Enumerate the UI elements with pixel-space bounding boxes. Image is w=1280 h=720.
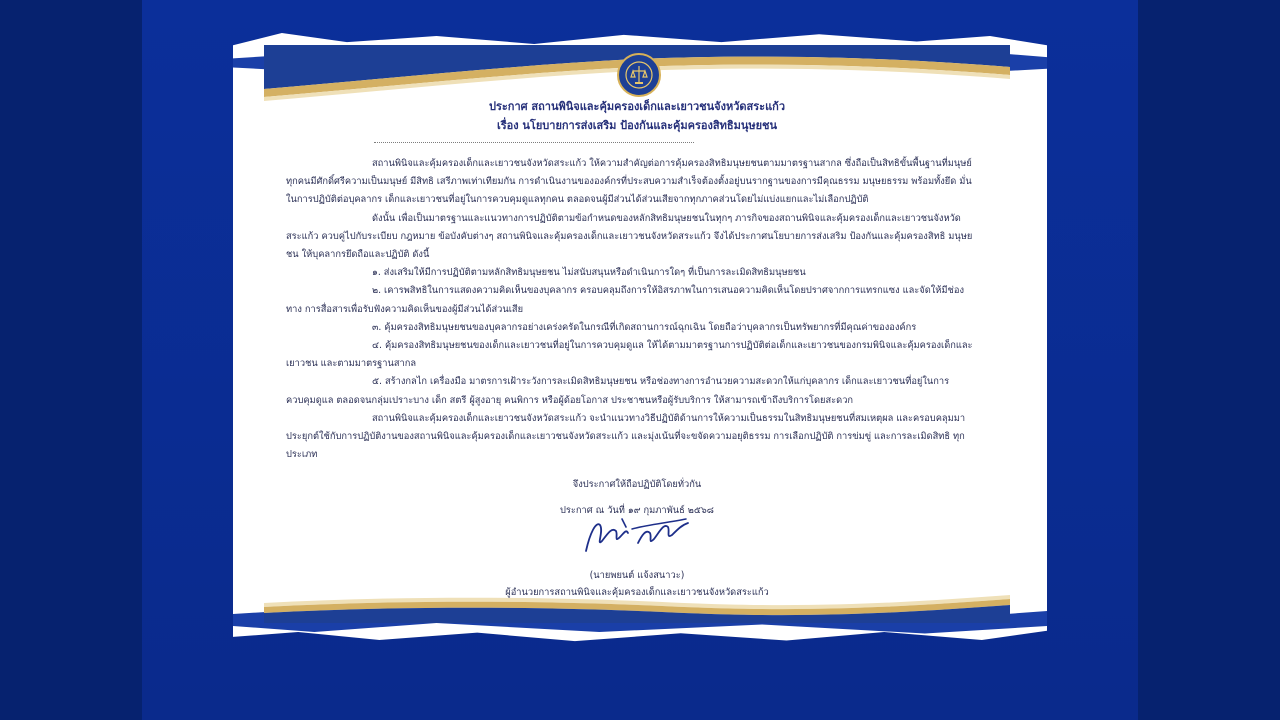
paragraph-commitment: สถานพินิจและคุ้มครองเด็กและเยาวชนจังหวัดสระแก้ว จะนำแนวทางวิธีปฏิบัติด้านการให้ความเป็นธรรมในสิทธิมนุษยชนที่สมเหตุผล และครอบคลุมมา ประยุกต์ใช้กับการปฏิบัติงานของสถานพินิจและคุ้มครองเด็กและเยาวชนจังหวัดสระแก้ว และมุ่งเน้นที่จะขจัดความอยุติธรรม การเลือกปฏิบัติ การข่มขู่ และการละเมิดสิทธิ ทุกประเภท — [286, 412, 966, 461]
gold-wave-bottom-decoration — [264, 589, 1010, 623]
policy-item-5: ๕. สร้างกลไก เครื่องมือ มาตรการเฝ้าระวังการละเมิดสิทธิมนุษยชน หรือช่องทางการอำนวยความสะดวกให้แก่บุคลากร เด็กและเยาวชนที่อยู่ในการ ควบคุมดูแล ตลอดจนกลุ่มเปราะบาง เด็ก สตรี ผู้สูงอายุ คนพิการ หรือผู้ด้อยโอกาส ประชาชนหรือผู้รับบริการ ให้สามารถเข้าถึงบริการโดยสะดวก — [286, 376, 950, 406]
signer-title: ผู้อำนวยการสถานพินิจและคุ้มครองเด็กและเยาวชนจังหวัดสระแก้ว — [505, 587, 769, 598]
announcement-header — [264, 97, 1010, 135]
header-subject: เรื่อง นโยบายการส่งเสริม ป้องกันและคุ้มครองสิทธิมนุษยชน — [496, 119, 778, 132]
agency-seal-icon — [617, 53, 661, 97]
announcement-body — [286, 155, 976, 464]
policy-item-4: ๔. คุ้มครองสิทธิมนุษยชนของเด็กและเยาวชนที่อยู่ในการควบคุมดูแล ให้ได้ตามมาตรฐานการปฏิบัติต่อเด็กและเยาวชนของกรมพินิจและคุ้มครองเด็กและ เยาวชน และตามมาตรฐานสากล — [286, 340, 973, 370]
closing-announce: จึงประกาศให้ถือปฏิบัติโดยทั่วกัน — [572, 479, 702, 490]
handwritten-signature — [582, 513, 692, 557]
announcement-date: ประกาศ ณ วันที่ ๑๙ กุมภาพันธ์ ๒๕๖๘ — [560, 505, 714, 516]
right-frame-panel — [1138, 0, 1280, 720]
signer-name: (นายพยนต์ แจ้งสนาวะ) — [589, 570, 685, 581]
announcement-document — [264, 45, 1010, 623]
policy-item-1: ๑. ส่งเสริมให้มีการปฏิบัติตามหลักสิทธิมนุษยชน ไม่สนับสนุนหรือดำเนินการใดๆ ที่เป็นการละเมิดสิทธิมนุษยชน — [372, 267, 806, 279]
paragraph-policy: ดังนั้น เพื่อเป็นมาตรฐานและแนวทางการปฏิบัติตามข้อกำหนดของหลักสิทธิมนุษยชนในทุกๆ ภารกิจของสถานพินิจและคุ้มครองเด็กและเยาวชนจังหวัด สระแก้ว ควบคู่ไปกับระเบียบ กฎหมาย ข้อบังคับต่างๆ สถานพินิจและคุ้มครองเด็กและเยาวชนจังหวัดสระแก้ว จึงได้ประกาศนโยบายการส่งเสริม ป้องกันและคุ้มครองสิทธิ มนุษยชน ให้บุคลากรยึดถือและปฏิบัติ ดังนี้ — [286, 212, 973, 261]
policy-item-3: ๓. คุ้มครองสิทธิมนุษยชนของบุคลากรอย่างเคร่งครัดในกรณีที่เกิดสถานการณ์ฉุกเฉิน โดยถือว่าบุคลากรเป็นทรัพยากรที่มีคุณค่าขององค์กร — [372, 321, 917, 333]
policy-item-2: ๒. เคารพสิทธิในการแสดงความคิดเห็นของบุคลากร ครอบคลุมถึงการให้อิสรภาพในการเสนอความคิดเห็นโดยปราศจากการแทรกแซง และจัดให้มีช่องทาง การสื่อสารเพื่อรับฟังความคิดเห็นของผู้มีส่วนได้ส่วนเสีย — [286, 285, 964, 315]
dotted-divider — [374, 142, 694, 143]
left-frame-panel — [0, 0, 142, 720]
header-title: ประกาศ สถานพินิจและคุ้มครองเด็กและเยาวชนจังหวัดสระแก้ว — [488, 100, 786, 113]
paragraph-intro: สถานพินิจและคุ้มครองเด็กและเยาวชนจังหวัดสระแก้ว ให้ความสำคัญต่อการคุ้มครองสิทธิมนุษยชนตามมาตรฐานสากล ซึ่งถือเป็นสิทธิขั้นพื้นฐานที่มนุษย์ ทุกคนมีศักดิ์ศรีความเป็นมนุษย์ มีสิทธิ เสรีภาพเท่าเทียมกัน การดำเนินงานขององค์กรที่ประสบความสำเร็จต้องตั้งอยู่บนรากฐานของการมีคุณธรรม มนุษยธรรม พร้อมทั้งยึด มั่นในการปฏิบัติต่อบุคลากร เด็กและเยาวชนที่อยู่ในการควบคุมดูแลทุกคน ตลอดจนผู้มีส่วนได้ส่วนเสียจากทุกภาคส่วนโดยไม่แบ่งแยกและไม่เลือกปฏิบัติ — [286, 158, 972, 206]
